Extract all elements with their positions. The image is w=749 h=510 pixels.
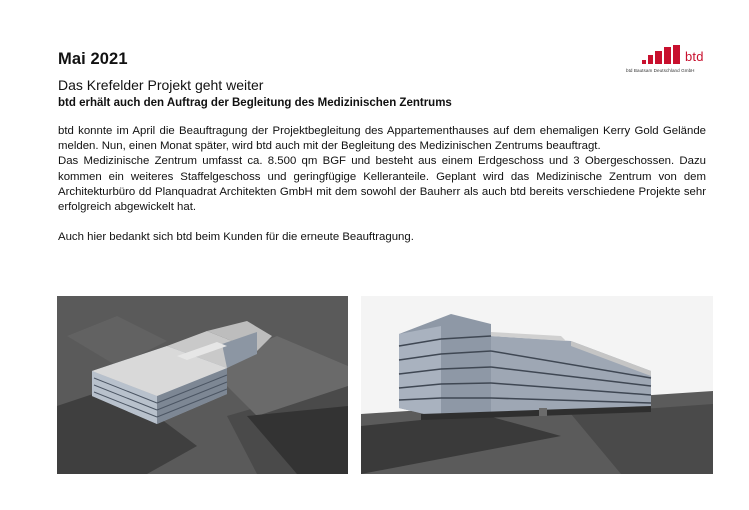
logo-bars-icon <box>642 46 682 64</box>
article-lead: btd erhält auch den Auftrag der Begleitung des Medizinischen Zentrums <box>58 97 452 109</box>
paragraph-3: Auch hier bedankt sich btd beim Kunden für die erneute Beauftragung. <box>58 231 414 244</box>
building-render-street <box>361 296 713 474</box>
building-render-aerial <box>57 296 348 474</box>
logo-wordmark: btd <box>685 49 704 64</box>
street-render-illustration <box>361 296 713 474</box>
article-subtitle: Das Krefelder Projekt geht weiter <box>58 77 264 93</box>
btd-logo <box>626 44 706 76</box>
logo-caption: btd Bautsam Deutschland GmbH <box>626 68 695 73</box>
article-body <box>58 124 706 246</box>
date-heading: Mai 2021 <box>58 50 128 68</box>
paragraph-2: Das Medizinische Zentrum umfasst ca. 8.500 qm BGF und besteht aus einem Erdgeschoss und 3 Obergeschossen. Dazu kommen ein weiteres Staffelgeschoss und geringfügige Kelleranteile. Geplant wird das Medizinische Zentrum von dem Architekturbüro dd Planquadrat Architekten GmbH mit dem sowohl der Bauherr als auch btd bereits verschiedene Projekte sehr erfolgreich abgewickelt hat. <box>58 155 706 214</box>
aerial-render-illustration <box>57 296 348 474</box>
paragraph-1: btd konnte im April die Beauftragung der Projektbegleitung des Appartementhauses auf dem ehemaligen Kerry Gold Gelände melden. Nun, einen Monat später, wird btd auch mit der Begleitung des Medizinischen Zentrums beauftragt. <box>58 125 706 153</box>
